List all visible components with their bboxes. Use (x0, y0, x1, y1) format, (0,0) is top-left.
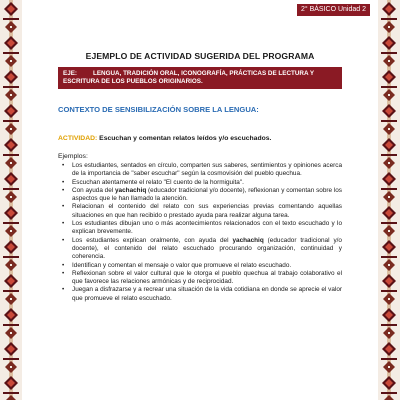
list-item: • Los estudiantes, sentados en círculo, comparten sus saberes, sentimientos y opiniones acerca de la importancia de "saber escuchar" según la cosmovisión del pueblo quechua. (58, 162, 342, 179)
list-item: • Escuchan atentamente el relato "El cuento de la hormiguita". (58, 179, 342, 187)
decorative-border-right (378, 0, 400, 400)
grade-unit-badge: 2° BÁSICO Unidad 2 (297, 4, 370, 16)
list-item: • Con ayuda del yachachiq (educador tradicional y/o docente), reflexionan y comentan sobre los aspectos que le han llamado la atención. (58, 187, 342, 204)
axis-banner (58, 67, 342, 89)
decorative-border-left (0, 0, 22, 400)
list-item: • Los estudiantes explican oralmente, con ayuda del yachachiq (educador tradicional y/o docente), el contenido del relato escuchado procurando organización, continuidad y coherencia. (58, 237, 342, 262)
section-heading: CONTEXTO DE SENSIBILIZACIÓN SOBRE LA LENGUA: (58, 105, 259, 114)
examples-list (58, 162, 342, 303)
activity-text: Escuchan y comentan relatos leídos y/o escuchados. (99, 135, 272, 142)
activity-line (58, 135, 271, 142)
list-item: • Juegan a disfrazarse y a recrear una situación de la vida cotidiana en donde se aprecie el valor que promueve el relato escuchado. (58, 286, 342, 303)
activity-label: ACTIVIDAD: (58, 135, 98, 142)
andean-pattern-right (378, 0, 400, 400)
emphasis-term: yachachiq (232, 236, 264, 244)
emphasis-term: yachachiq (115, 186, 147, 194)
axis-label: EJE: (63, 70, 77, 77)
andean-pattern-left (0, 0, 22, 400)
list-item: • Los estudiantes dibujan uno o más acontecimientos relacionados con el texto escuchado y lo explican brevemente. (58, 220, 342, 237)
page-title: EJEMPLO DE ACTIVIDAD SUGERIDA DEL PROGRAMA (85, 51, 315, 61)
list-item: • Reflexionan sobre el valor cultural que le otorga el pueblo quechua al trabajo colaborativo el que favorece las relaciones armónicas y de reciprocidad. (58, 270, 342, 287)
list-item: • Relacionan el contenido del relato con sus experiencias previas comentando aquellas situaciones en que han recibido o prestado ayuda para realizar alguna tarea. (58, 203, 342, 220)
list-item: • Identifican y comentan el mensaje o valor que promueve el relato escuchado. (58, 262, 342, 270)
examples-label: Ejemplos: (58, 153, 88, 160)
axis-text: LENGUA, TRADICIÓN ORAL, ICONOGRAFÍA, PRÁCTICAS DE LECTURA Y ESCRITURA DE LOS PUEBLOS ORIGINARIOS. (63, 70, 314, 86)
document-page (22, 0, 378, 400)
